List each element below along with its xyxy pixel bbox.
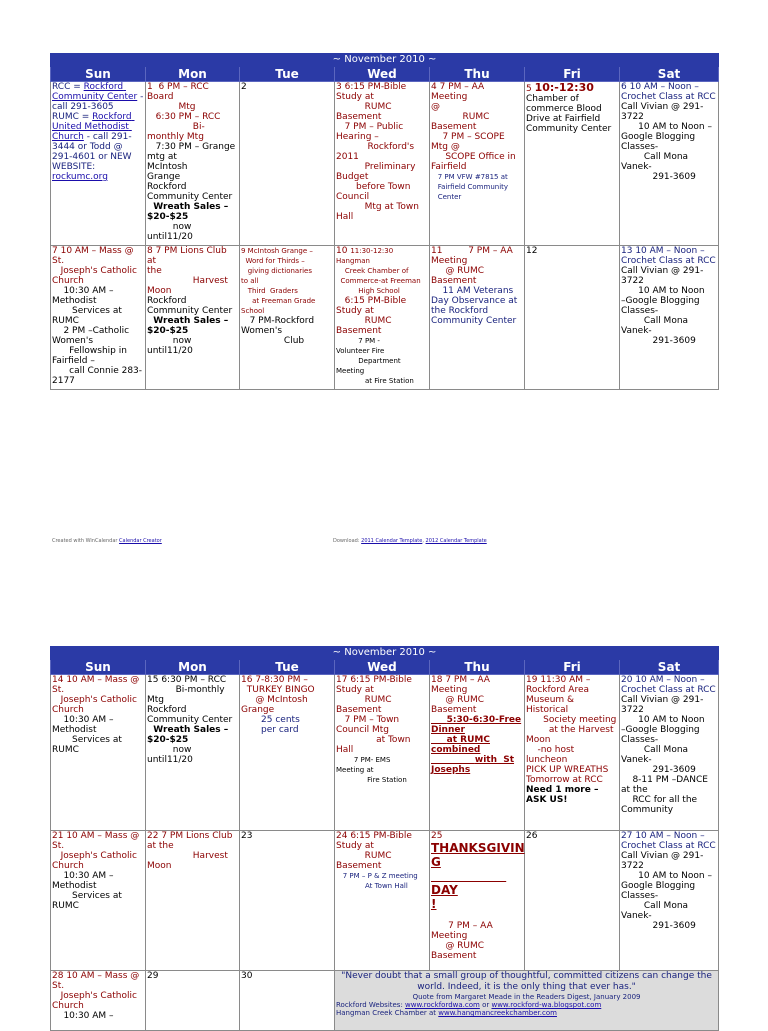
day-header-wed: Wed xyxy=(335,660,430,675)
event-text: 18 7 PM – AA Meeting @ RUMC Basement xyxy=(431,675,490,715)
day-header-fri: Fri xyxy=(525,67,620,82)
footer-text: Created with WinCalendar xyxy=(52,538,120,544)
day-number: 5 xyxy=(526,84,535,94)
quote-attribution: Quote from Margaret Meade in the Readers Digest, January 2009 xyxy=(412,993,641,1001)
event-text: 6:15 PM-Bible Study at RUMC Basement xyxy=(336,296,407,336)
day-cell-13 xyxy=(620,246,719,390)
calendar-title: ~ November 2010 ~ xyxy=(51,647,719,660)
event-text: Call Vivian @ 291- 3722 10 AM to Noon –Google Blogging Classes- Call Mona Vanek- 291-3609 8-11 PM –DANCE at the RCC for all the Community xyxy=(621,695,708,815)
quote-text: "Never doubt that a small group of thoughtful, committed citizens can change the world. Indeed, it is the only thing that ever has." xyxy=(341,971,712,992)
link-rockumc[interactable]: rockumc.org xyxy=(52,172,108,182)
event-text: 8 7 PM Lions Club at the Harvest Moon xyxy=(147,246,228,296)
link-rockfordwa[interactable]: www.rockfordwa.com xyxy=(405,1001,480,1009)
day-cell-16 xyxy=(240,675,335,831)
footer-text: Download: xyxy=(333,538,362,544)
chamber-line xyxy=(336,1009,717,1017)
day-number: 25 xyxy=(431,831,443,841)
event-text: 28 10 AM – Mass @ St. Joseph's Catholic Church xyxy=(52,971,140,1011)
event-text: 16 7-8:30 PM – TURKEY BINGO @ McIntosh Grange xyxy=(241,675,315,715)
calendar-week-3-5 xyxy=(50,646,719,1031)
day-header-tue: Tue xyxy=(240,67,335,82)
day-header-sun: Sun xyxy=(51,660,146,675)
day-header-sat: Sat xyxy=(620,67,719,82)
event-text: Wreath Sales – $20-$25 xyxy=(147,316,229,336)
link-hangman-creek-chamber[interactable]: www.hangmancreekchamber.com xyxy=(438,1009,557,1017)
websites-label: Rockford Websites: xyxy=(336,1001,406,1009)
calendar-title: ~ November 2010 ~ xyxy=(51,54,719,67)
event-text: Need 1 more – ASK US! xyxy=(526,785,599,805)
day-cell-17 xyxy=(335,675,430,831)
event-text: 27 10 AM – Noon – Crochet Class at RCC xyxy=(621,831,716,851)
link-rockford-umc[interactable]: Rockford United Methodist Church xyxy=(52,112,135,142)
chamber-label: Hangman Creek Chamber at xyxy=(336,1009,439,1017)
day-cell-11 xyxy=(430,246,525,390)
day-cell-7 xyxy=(51,246,146,390)
event-text: 14 10 AM – Mass @ St. Joseph's Catholic Church xyxy=(52,675,140,715)
event-text: Wreath Sales – $20-$25 xyxy=(147,725,229,745)
quote-box xyxy=(335,971,719,1031)
event-text: 7 PM - Volunteer Fire Department Meeting at Fire Station xyxy=(336,337,414,385)
day-cell-26: 26 xyxy=(525,831,620,971)
link-rockford-community-center[interactable]: Rockford Community Center xyxy=(52,82,138,102)
day-cell-10 xyxy=(335,246,430,390)
day-header-thu: Thu xyxy=(430,67,525,82)
day-cell-1 xyxy=(146,82,240,246)
event-text: 7 PM-Rockford Women's Club xyxy=(241,316,315,346)
day-header-mon: Mon xyxy=(146,67,240,82)
event-text: 10:-12:30 xyxy=(534,81,594,94)
day-cell-12: 12 xyxy=(525,246,620,390)
thanksgiving-text: THANKSGIVIN G xyxy=(431,841,525,869)
day-number: 10 xyxy=(336,246,351,256)
event-text: 7 10 AM – Mass @ St. Joseph's Catholic Church xyxy=(52,246,137,286)
event-text: Call Vivian @ 291- 3722 10 AM to Noon – Google Blogging Classes- Call Mona Vanek- 291-3609 xyxy=(621,851,712,931)
day-cell-18 xyxy=(430,675,525,831)
event-text: 21 10 AM – Mass @ St. Joseph's Catholic Church xyxy=(52,831,140,871)
day-cell-legend xyxy=(51,82,146,246)
legend-text: - call 291-3444 or Todd @ 291-4601 or NEW WEBSITE: xyxy=(52,132,135,172)
websites-sep: or xyxy=(479,1001,492,1009)
day-cell-28 xyxy=(51,971,146,1031)
event-text: 7 PM- EMS Meeting at Fire Station xyxy=(336,756,407,784)
day-header-wed: Wed xyxy=(335,67,430,82)
event-text: 11:30-12:30 Hangman Creek Chamber of Commerce-at Freeman High School xyxy=(336,247,421,295)
day-cell-21 xyxy=(51,831,146,971)
day-cell-24 xyxy=(335,831,430,971)
event-text: 25 cents per card xyxy=(261,715,300,735)
legend-text: RCC = xyxy=(52,82,84,92)
event-text: Chamber of commerce Blood Drive at Fairfield Community Center xyxy=(526,94,612,134)
event-text: 5:30-6:30-Free Dinner at RUMC combined with St Josephs xyxy=(431,715,522,775)
footer-download xyxy=(333,538,487,544)
event-text: 10:30 AM – xyxy=(52,1011,114,1021)
day-cell-8 xyxy=(146,246,240,390)
day-cell-15 xyxy=(146,675,240,831)
event-text: 15 6:30 PM – RCC Bi-monthly Mtg Rockford Community Center xyxy=(147,675,233,725)
calendar-week-1-2 xyxy=(50,53,719,390)
link-2012-template[interactable]: 2012 Calendar Template xyxy=(425,538,487,544)
day-header-fri: Fri xyxy=(525,660,620,675)
event-text: 17 6:15 PM-Bible Study at RUMC Basement 7 PM – Town Council Mtg at Town Hall xyxy=(336,675,412,755)
footer-text: , xyxy=(422,538,426,544)
day-cell-20 xyxy=(620,675,719,831)
event-text: 10:30 AM – Methodist Services at RUMC xyxy=(52,871,122,911)
event-text: now until11/20 xyxy=(147,745,193,765)
day-cell-2: 2 xyxy=(240,82,335,246)
day-cell-22: 22 7 PM Lions Club at the Harvest Moon xyxy=(146,831,240,971)
day-cell-25 xyxy=(430,831,525,971)
event-text: now until11/20 xyxy=(147,222,193,242)
event-text: 7 PM – AA Meeting @ RUMC Basement xyxy=(431,921,493,961)
event-text: Call Vivian @ 291- 3722 10 AM to Noon – Google Blogging Classes- Call Mona Vanek- 291-3609 xyxy=(621,102,712,182)
day-cell-19 xyxy=(525,675,620,831)
event-text: 20 10 AM – Noon – Crochet Class at RCC xyxy=(621,675,716,695)
event-text: 24 6:15 PM-Bible Study at RUMC Basement xyxy=(336,831,412,871)
event-text: 9 McIntosh Grange – Word for Thirds – giving dictionaries to all Third Graders at Freeman Grade School xyxy=(241,247,316,315)
event-text: 11 7 PM – AA Meeting @ RUMC Basement xyxy=(431,246,513,286)
day-header-thu: Thu xyxy=(430,660,525,675)
event-text: 10:30 AM – Methodist Services at RUMC xyxy=(52,715,122,755)
event-text: Wreath Sales – $20-$25 xyxy=(147,202,229,222)
event-text: Call Vivian @ 291- 3722 10 AM to Noon –Google Blogging Classes- Call Mona Vanek- 291-3609 xyxy=(621,266,705,346)
event-text: 11 AM Veterans Day Observance at the Rockford Community Center xyxy=(431,286,518,326)
event-text: 13 10 AM – Noon – Crochet Class at RCC xyxy=(621,246,716,266)
day-cell-6 xyxy=(620,82,719,246)
thanksgiving-text: DAY ! xyxy=(431,883,458,911)
event-text: 4 7 PM – AA Meeting @ RUMC Basement 7 PM – SCOPE Mtg @ SCOPE Office in Fairfield xyxy=(431,82,516,172)
day-header-sat: Sat xyxy=(620,660,719,675)
day-cell-14 xyxy=(51,675,146,831)
day-cell-9 xyxy=(240,246,335,390)
day-cell-27 xyxy=(620,831,719,971)
day-cell-5 xyxy=(525,82,620,246)
day-header-mon: Mon xyxy=(146,660,240,675)
event-text: now until11/20 xyxy=(147,336,193,356)
event-text: 7 PM VFW #7815 at Fairfield Community Center xyxy=(437,173,509,201)
footer-created-with xyxy=(52,538,162,544)
event-text: 10:30 AM – Methodist Services at RUMC 2 PM –Catholic Women's Fellowship in Fairfield – call Connie 283- 2177 xyxy=(52,286,143,386)
day-cell-30: 30 xyxy=(240,971,335,1031)
event-text: 7 PM – P & Z meeting At Town Hall xyxy=(342,872,418,890)
event-text: 19 11:30 AM – Rockford Area Museum & Historical Society meeting at the Harvest Moon -no host luncheon PICK UP WREATHS Tomorrow at RCC xyxy=(526,675,617,785)
link-rockford-blog[interactable]: www.rockford-wa.blogspot.com xyxy=(491,1001,602,1009)
event-text: Rockford Community Center xyxy=(147,296,233,316)
day-cell-23: 23 xyxy=(240,831,335,971)
websites-line xyxy=(336,1001,717,1009)
link-2011-template[interactable]: 2011 Calendar Template xyxy=(361,538,423,544)
day-cell-29: 29 xyxy=(146,971,240,1031)
event-text: 7:30 PM – Grange mtg at McIntosh Grange Rockford Community Center xyxy=(147,142,236,202)
event-text: 1 6 PM – RCC Board Mtg 6:30 PM – RCC Bi- monthly Mtg xyxy=(147,82,221,142)
day-header-sun: Sun xyxy=(51,67,146,82)
legend-text: - call 291-3605 RUMC = xyxy=(52,92,144,122)
link-calendar-creator[interactable]: Calendar Creator xyxy=(119,538,162,544)
day-cell-3: 3 6:15 PM-Bible Study at RUMC Basement 7 PM – Public Hearing – Rockford's 2011 Preliminary Budget before Town Council Mtg at Town Hall xyxy=(335,82,430,246)
day-header-tue: Tue xyxy=(240,660,335,675)
day-cell-4 xyxy=(430,82,525,246)
event-text: 6 10 AM – Noon – Crochet Class at RCC xyxy=(621,82,716,102)
